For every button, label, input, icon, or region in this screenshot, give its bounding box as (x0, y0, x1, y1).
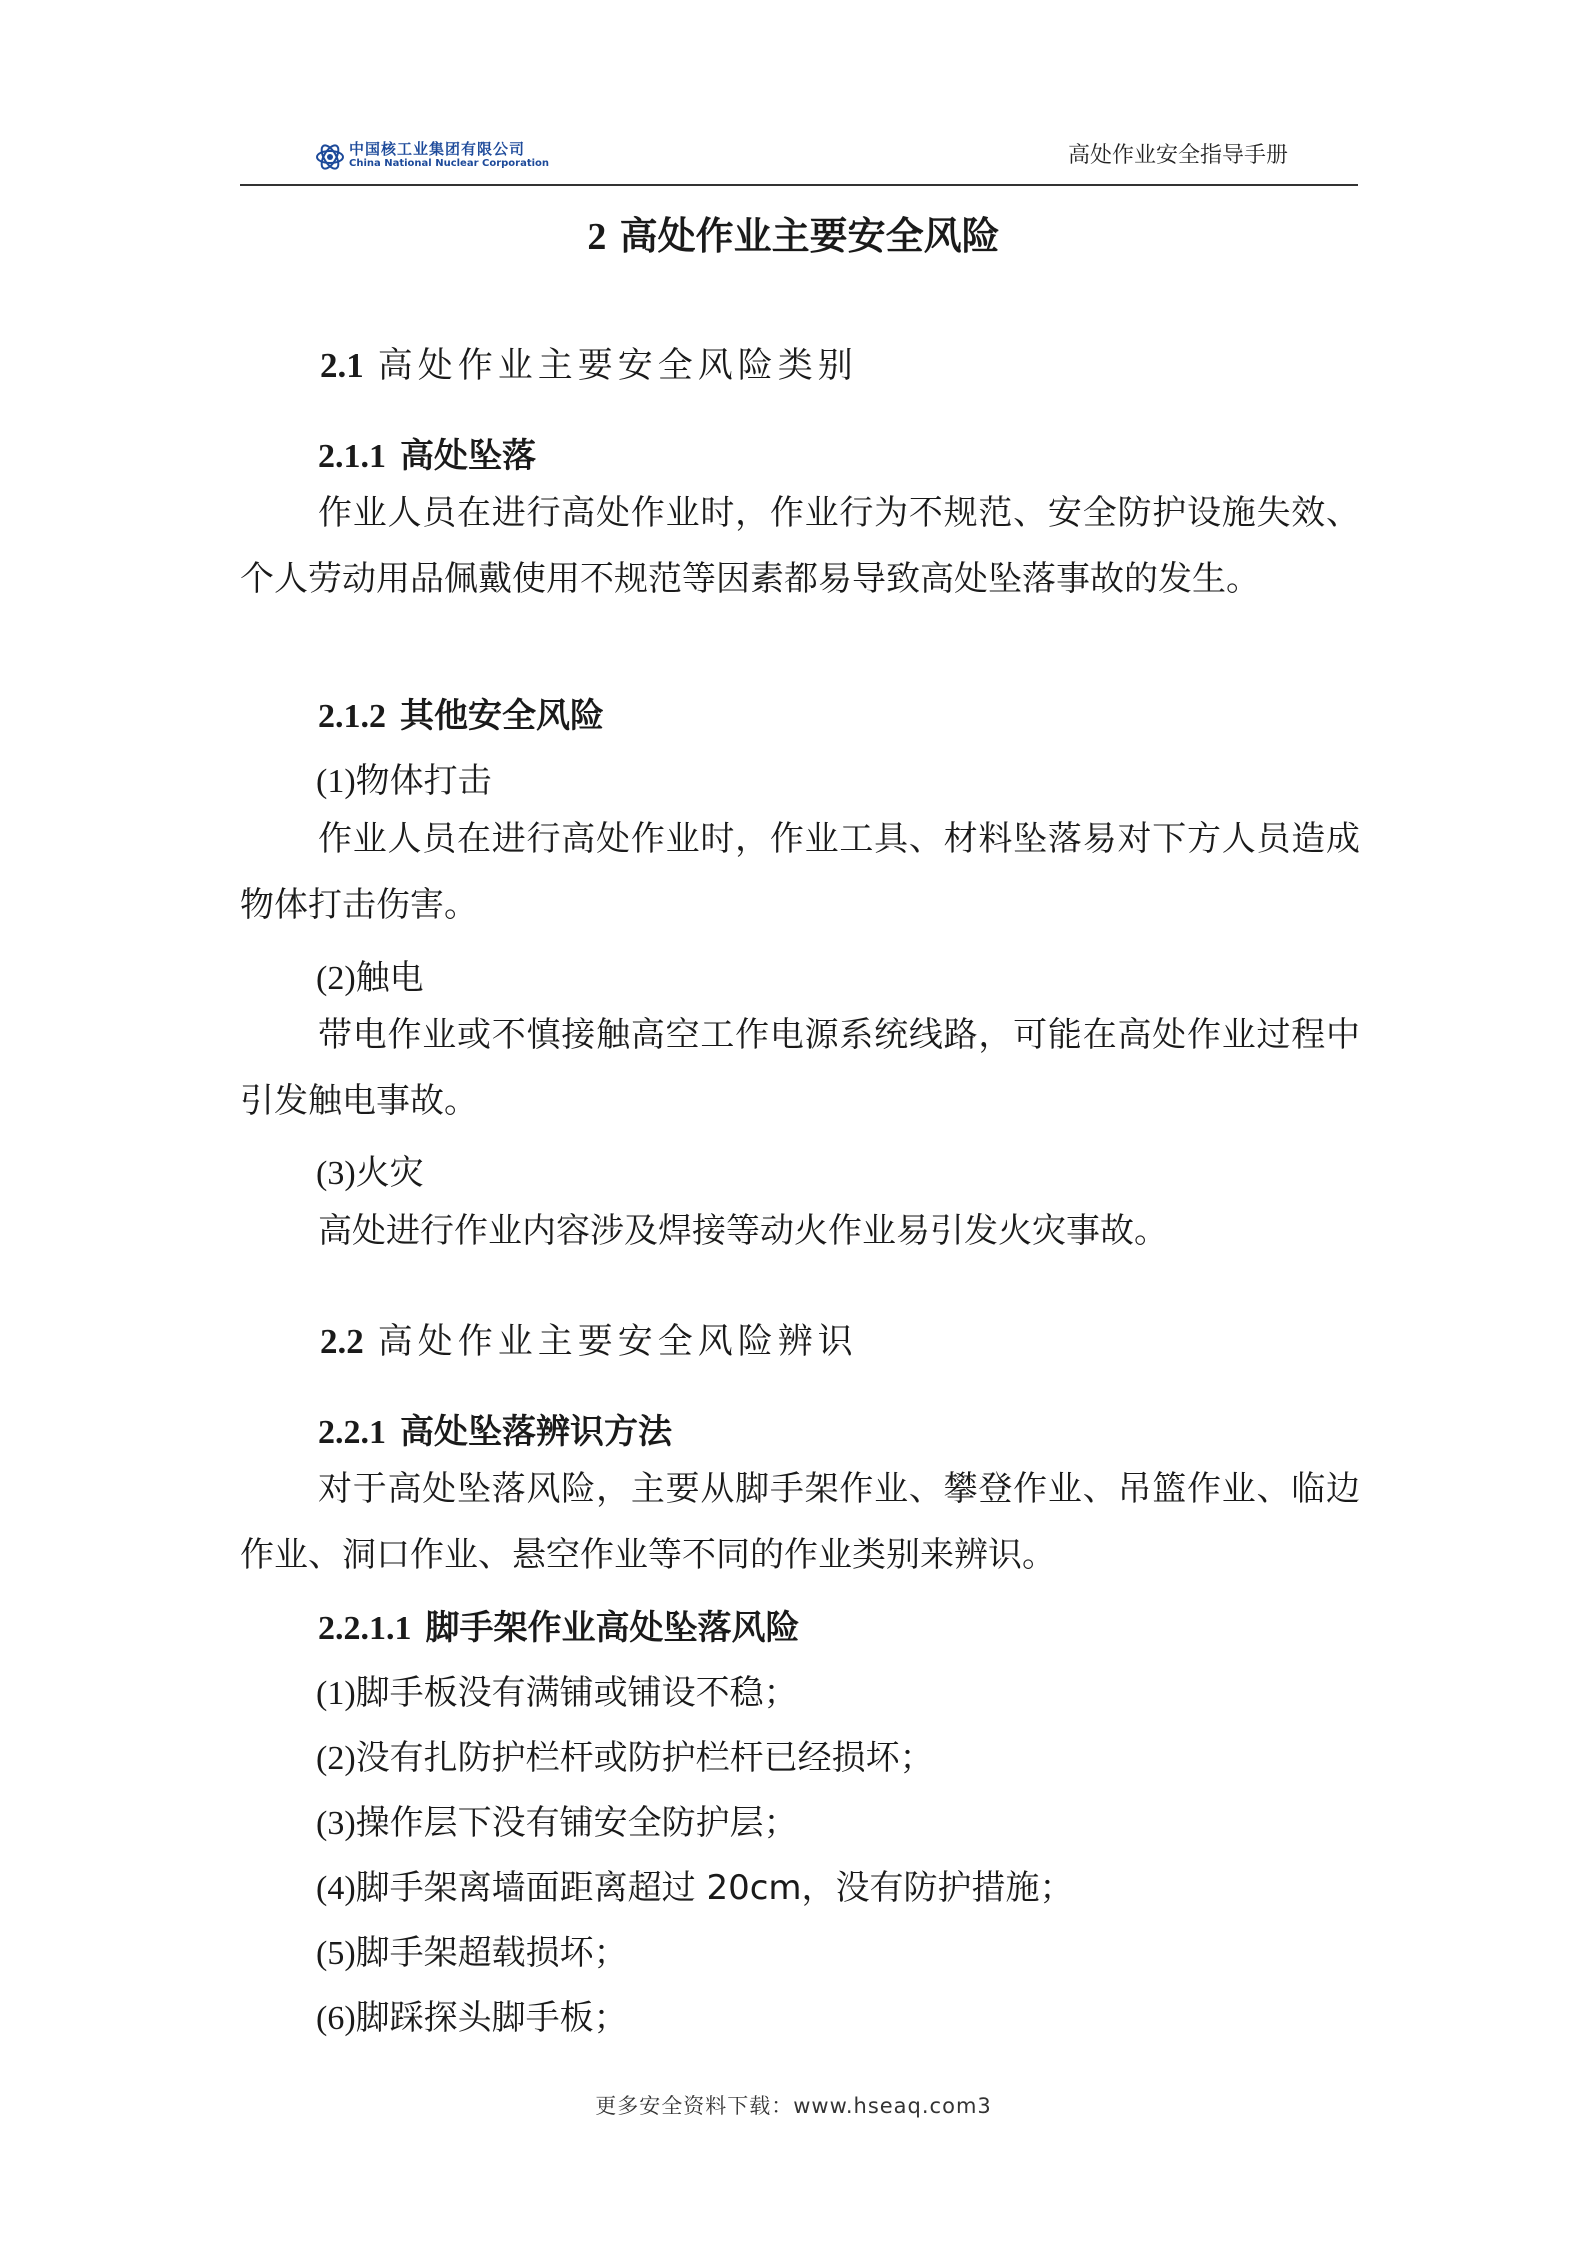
section-number: 2.2.1.1 (318, 1610, 412, 1647)
page-header (240, 128, 1358, 186)
section-title: 高处作业主要安全风险辨识 (377, 1322, 858, 1362)
risk-item-electric-shock (316, 950, 424, 999)
section-2-1-heading (320, 338, 858, 388)
item-text: 脚踩探头脚手板； (355, 1998, 628, 2038)
chapter-title: 高处作业主要安全风险 (619, 214, 1000, 258)
section-2-2-1-1-heading (318, 1600, 800, 1649)
cnnc-logo (315, 138, 550, 178)
section-2-2-1-heading (318, 1404, 672, 1453)
item-number: (2) (316, 1740, 356, 1777)
item-text: 没有扎防护栏杆或防护栏杆已经损坏； (355, 1738, 934, 1778)
risk-item-object-strike (316, 753, 492, 802)
list-item (316, 1665, 798, 1714)
chapter-heading (0, 205, 1587, 260)
item-number: (3) (316, 1805, 356, 1842)
item-number: (1) (316, 1675, 356, 1712)
page-footer: 更多安全资料下载：www.hseaq.com3 (595, 2094, 992, 2118)
section-title: 高处坠落辨识方法 (400, 1412, 672, 1452)
section-title: 其他安全风险 (400, 696, 604, 736)
section-2-2-heading (320, 1314, 858, 1364)
item-text: 脚手板没有满铺或铺设不稳； (355, 1673, 798, 1713)
item-text: 脚手架超载损坏； (355, 1933, 628, 1973)
item-number: (5) (316, 1935, 356, 1972)
item-text: 火灾 (355, 1153, 424, 1193)
chapter-number: 2 (587, 216, 607, 258)
list-item (316, 1730, 934, 1779)
item-text: 操作层下没有铺安全防护层； (355, 1803, 798, 1843)
atom-icon (315, 140, 345, 174)
paragraph-electric-shock: 带电作业或不慎接触高空工作电源系统线路，可能在高处作业过程中引发触电事故。 (240, 1015, 1360, 1121)
section-number: 2.1.1 (318, 438, 386, 475)
item-number: (1) (316, 763, 356, 800)
section-title: 脚手架作业高处坠落风险 (425, 1608, 800, 1648)
list-item (316, 1925, 628, 1974)
item-text: 触电 (355, 958, 424, 998)
section-number: 2.1.2 (318, 698, 386, 735)
section-number: 2.2.1 (318, 1414, 386, 1451)
section-title: 高处作业主要安全风险类别 (377, 346, 858, 386)
list-item (316, 1990, 628, 2039)
item-text: 物体打击 (355, 761, 492, 801)
logo-text-zh: 中国核工业集团有限公司 (349, 140, 526, 158)
item-number: (4) (316, 1870, 356, 1907)
item-number: (6) (316, 2000, 356, 2037)
header-title: 高处作业安全指导手册 (1067, 143, 1288, 168)
risk-item-fire (316, 1145, 424, 1194)
paragraph-identification-method: 对于高处坠落风险，主要从脚手架作业、攀登作业、吊篮作业、临边作业、洞口作业、悬空作业等不同的作业类别来辨识。 (240, 1469, 1360, 1575)
item-number: (3) (316, 1155, 356, 1192)
section-2-1-1-heading (318, 428, 536, 477)
paragraph-fire: 高处进行作业内容涉及焊接等动火作业易引发火灾事故。 (318, 1211, 1168, 1251)
item-number: (2) (316, 960, 356, 997)
section-number: 2.1 (320, 346, 364, 385)
section-number: 2.2 (320, 1322, 364, 1361)
item-text: 脚手架离墙面距离超过 20cm，没有防护措施； (355, 1868, 1074, 1908)
list-item (316, 1795, 798, 1844)
paragraph-object-strike: 作业人员在进行高处作业时，作业工具、材料坠落易对下方人员造成物体打击伤害。 (240, 819, 1360, 925)
list-item (316, 1860, 1074, 1909)
paragraph-fall-risk: 作业人员在进行高处作业时，作业行为不规范、安全防护设施失效、个人劳动用品佩戴使用不规范等因素都易导致高处坠落事故的发生。 (240, 493, 1360, 599)
section-title: 高处坠落 (400, 436, 536, 476)
section-2-1-2-heading (318, 688, 604, 737)
logo-text-en: China National Nuclear Corporation (349, 158, 550, 169)
